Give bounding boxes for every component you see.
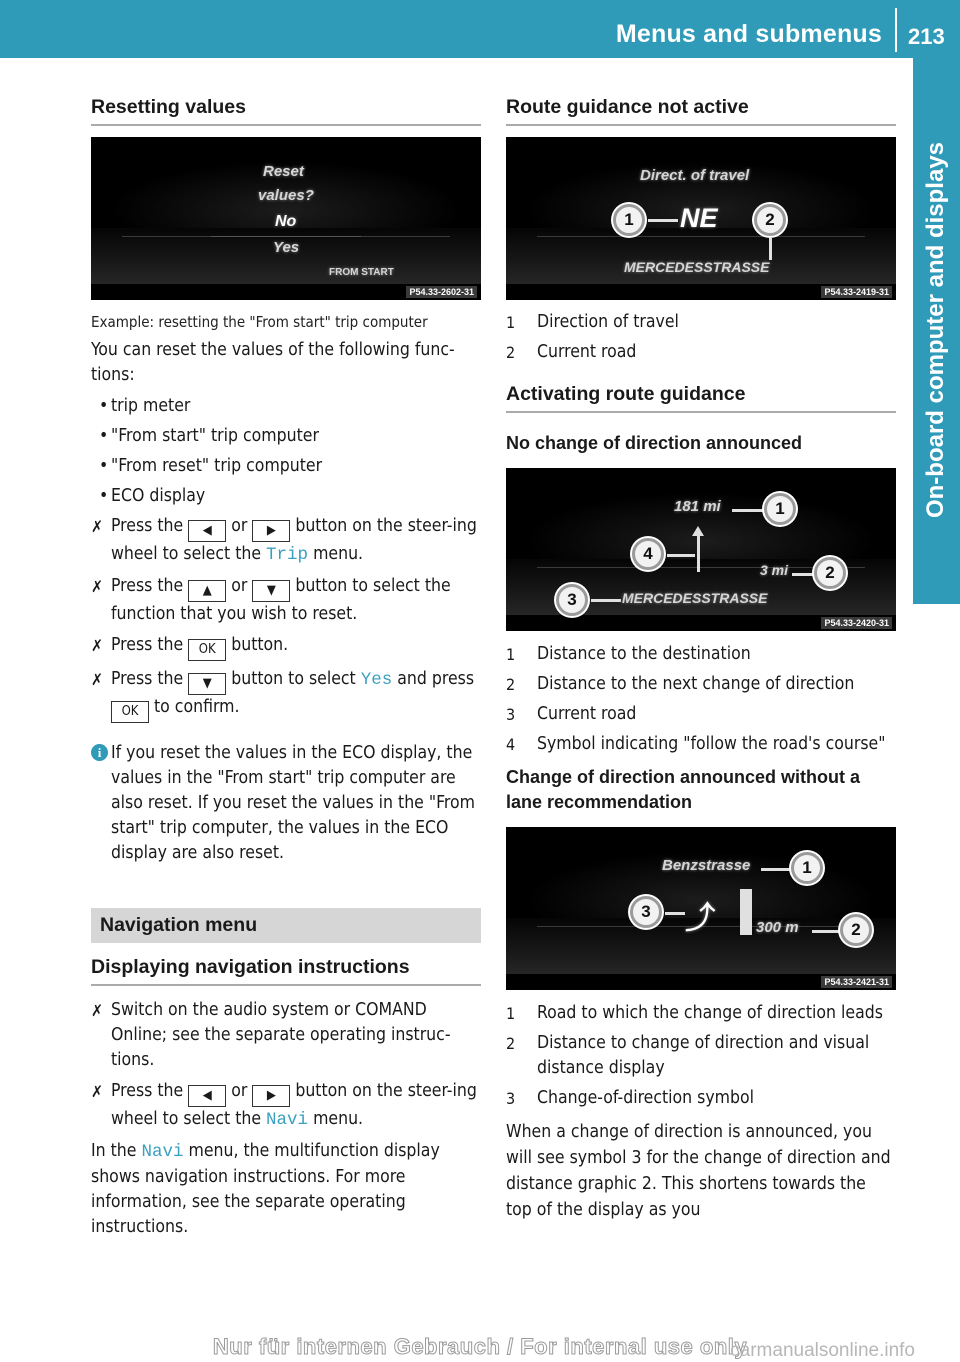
right-arrow-key-icon: ▶: [252, 1085, 290, 1107]
legend-item: 1 Distance to the destination: [506, 642, 896, 667]
list-item: • "From start" trip computer: [99, 424, 481, 449]
step-marker-icon: ✗: [91, 577, 104, 596]
legend-item: 1 Direction of travel: [506, 310, 896, 335]
legend-item: 3 Change-of-direction symbol: [506, 1086, 896, 1111]
header-divider: [895, 8, 897, 52]
reset-step-2: ✗ Press the ▲ or ▼ button to select the function that you wish to reset.: [91, 576, 451, 624]
route-guidance-inactive-heading: Route guidance not active: [506, 96, 896, 126]
internal-use-footer: Nur für internen Gebrauch / For internal use only: [212, 1334, 748, 1359]
step-marker-icon: ✗: [91, 636, 104, 655]
turn-distance-value: 300 m: [756, 919, 799, 936]
section-title: Menus and submenus: [615, 20, 882, 48]
direction-value: NE: [680, 203, 718, 233]
page-number: 213: [908, 24, 945, 49]
reset-step-1: ✗ Press the ◀ or ▶ button on the steer-ing wheel to select the Trip menu.: [91, 516, 477, 565]
reset-intro: You can reset the values of the following func-tions:: [91, 340, 455, 385]
reset-display-line2: values?: [258, 187, 314, 204]
reset-display-image: [91, 137, 481, 300]
nav-step-1: ✗ Switch on the audio system or COMAND Online; see the separate operating instruc-tions.: [91, 1000, 451, 1070]
legend-number: 4: [506, 735, 516, 754]
navi-menu-label: Navi: [266, 1110, 309, 1130]
left-arrow-key-icon: ◀: [188, 1085, 226, 1107]
no-change-display-image: [506, 468, 896, 631]
navigation-menu-bar: Navigation menu: [91, 908, 481, 943]
legend-number: 3: [506, 705, 516, 724]
callout-2-icon: 2: [814, 557, 846, 589]
page-header: [0, 0, 960, 58]
turn-symbol-icon: ⤴: [685, 902, 715, 935]
direction-title: Direct. of travel: [640, 167, 750, 184]
no-change-heading: No change of direction announced: [506, 433, 803, 453]
reset-caption: Example: resetting the "From start" trip computer: [91, 313, 428, 331]
callout-2-icon: 2: [754, 204, 786, 236]
legend-number: 2: [506, 675, 516, 694]
trip-menu-label: Trip: [266, 545, 309, 565]
reset-display-line1: Reset: [263, 163, 304, 180]
target-road-value: Benzstrasse: [662, 857, 751, 874]
reset-display-no: No: [275, 213, 297, 230]
no-change-legend: [506, 642, 896, 757]
legend-item: 1 Road to which the change of direction leads: [506, 1001, 896, 1026]
legend-number: 2: [506, 343, 516, 362]
info-icon: i: [91, 744, 108, 761]
reset-step-3: ✗ Press the OK button.: [91, 633, 481, 661]
callout-4-icon: 4: [632, 538, 664, 570]
legend-item: 2 Distance to the next change of direction: [506, 672, 896, 697]
yes-menu-label: Yes: [360, 670, 393, 690]
callout-1-icon: 1: [613, 204, 645, 236]
step-marker-icon: ✗: [91, 1082, 104, 1101]
route-inactive-legend: [506, 310, 896, 365]
current-road-value: MERCEDESSTRASSE: [622, 590, 768, 606]
nav-step-2: ✗ Press the ◀ or ▶ button on the steer-ing wheel to select the Navi menu.: [91, 1081, 477, 1130]
route-inactive-display-image: [506, 137, 896, 300]
reset-display-ref: P54.33-2602-31: [406, 286, 477, 298]
change-legend: [506, 1001, 896, 1111]
side-tab-label: On-board computer and displays: [922, 141, 949, 519]
callout-1-icon: 1: [791, 852, 823, 884]
step-marker-icon: ✗: [91, 1001, 104, 1020]
nav-instructions-heading: Displaying navigation instructions: [91, 956, 481, 986]
reset-info-note: [91, 741, 481, 866]
list-item: • ECO display: [99, 484, 481, 509]
ok-key-icon: OK: [111, 701, 149, 723]
symbol-3-ref: 3: [631, 1148, 642, 1168]
left-arrow-key-icon: ◀: [188, 520, 226, 542]
callout-3-icon: 3: [556, 584, 588, 616]
reset-display-yes: Yes: [273, 239, 300, 256]
activating-route-guidance-heading: Activating route guidance: [506, 383, 896, 413]
down-arrow-key-icon: ▼: [252, 580, 290, 602]
callout-3-icon: 3: [630, 896, 662, 928]
destination-distance-value: 181 mi: [674, 498, 721, 515]
step-marker-icon: ✗: [91, 670, 104, 689]
legend-item: 3 Current road: [506, 702, 896, 727]
site-watermark: carmanualsonline.info: [730, 1340, 915, 1361]
list-item: • trip meter: [99, 394, 481, 419]
legend-number: 3: [506, 1089, 516, 1108]
callout-1-icon: 1: [764, 493, 796, 525]
right-column: [506, 96, 896, 1223]
left-column: [91, 96, 481, 1240]
down-arrow-key-icon: ▼: [188, 673, 226, 695]
step-marker-icon: ✗: [91, 517, 104, 536]
reset-step-4: ✗ Press the ▼ button to select Yes and press OK to confirm.: [91, 667, 481, 723]
reset-bullet-list: [91, 394, 481, 509]
right-arrow-key-icon: ▶: [252, 520, 290, 542]
list-item: • "From reset" trip computer: [99, 454, 481, 479]
change-display-image: [506, 827, 896, 990]
change-heading: Change of direction announced without a lane recommendation: [506, 767, 860, 812]
symbol-2-ref: 2: [641, 1174, 652, 1194]
current-road-value: MERCEDESSTRASSE: [624, 259, 770, 275]
nav-paragraph: In the Navi menu, the multifunction display shows navigation instructions. For more information, see the separate operating instructions.: [91, 1141, 440, 1237]
navi-menu-label: Navi: [141, 1142, 184, 1162]
reset-display-footer: FROM START: [329, 267, 394, 278]
callout-2-icon: 2: [840, 914, 872, 946]
legend-number: 1: [506, 1004, 516, 1023]
resetting-values-heading: Resetting values: [91, 96, 481, 126]
up-arrow-key-icon: ▲: [188, 580, 226, 602]
legend-item: 2 Distance to change of direction and visual distance display: [506, 1033, 870, 1078]
next-change-distance-value: 3 mi: [760, 562, 789, 578]
ok-key-icon: OK: [188, 639, 226, 661]
legend-item: 4 Symbol indicating "follow the road's course": [506, 732, 896, 757]
change-ref: P54.33-2421-31: [821, 976, 892, 988]
no-change-ref: P54.33-2420-31: [821, 617, 892, 629]
legend-number: 2: [506, 1034, 516, 1053]
legend-item: 2 Current road: [506, 340, 896, 365]
route-inactive-ref: P54.33-2419-31: [821, 286, 892, 298]
info-text: If you reset the values in the ECO display, the values in the "From start" trip computer are also reset. If you reset the values in the "From start" trip computer, the values in the ECO display are also reset.: [111, 743, 475, 863]
closing-paragraph: When a change of direction is announced, you will see symbol 3 for the change of direction and distance graphic 2. This shortens towards the top of the display as you: [506, 1122, 891, 1220]
legend-number: 1: [506, 645, 516, 664]
legend-number: 1: [506, 313, 516, 332]
